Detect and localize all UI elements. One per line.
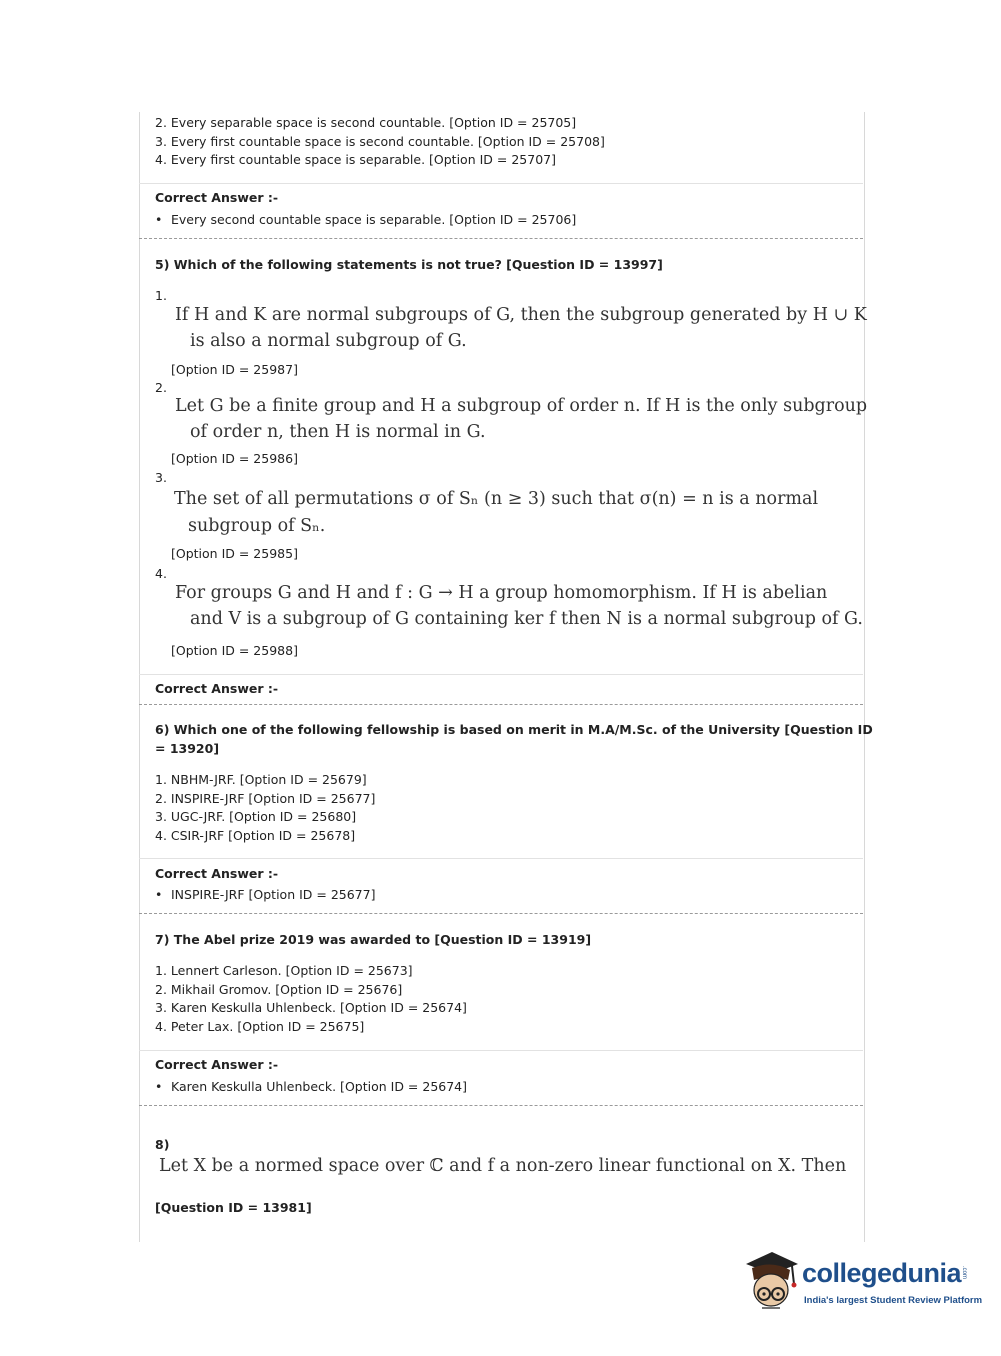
divider — [139, 1050, 863, 1051]
math-option-4-line1: For groups G and H and f : G → H a group homomorphism. If H is abelian — [175, 583, 828, 603]
math-option-1-line1: If H and K are normal subgroups of G, then the subgroup generated by H ∪ K — [175, 305, 867, 325]
question-separator — [139, 913, 863, 914]
question-8-number: 8) — [155, 1137, 170, 1152]
mascot-icon — [742, 1250, 800, 1316]
option: 2. INSPIRE-JRF [Option ID = 25677] — [155, 790, 376, 806]
question-6-title-line1: 6) Which one of the following fellowship is based on merit in M.A/M.Sc. of the University [Question ID — [155, 722, 873, 737]
correct-answer-item: • INSPIRE-JRF [Option ID = 25677] — [155, 886, 375, 905]
option-number: 1. — [155, 288, 167, 303]
question-6-title-line2: = 13920] — [155, 740, 220, 756]
brand-name: collegedunia — [802, 1258, 962, 1288]
correct-answer-label: Correct Answer :- — [155, 190, 279, 205]
question-separator — [139, 1105, 863, 1106]
question-8-text: Let X be a normed space over ℂ and f a non-zero linear functional on X. Then — [159, 1156, 847, 1176]
option: 3. UGC-JRF. [Option ID = 25680] — [155, 809, 357, 825]
option-id: [Option ID = 25985] — [171, 546, 298, 561]
question-6-title — [155, 721, 873, 758]
correct-answer — [155, 211, 576, 230]
math-option-3-line1: The set of all permutations σ of Sₙ (n ≥ 3) such that σ(n) = n is a normal — [174, 489, 819, 509]
option-number: 4. — [155, 566, 167, 581]
collegedunia-logo — [742, 1250, 983, 1320]
correct-answer-label: Correct Answer :- — [155, 1057, 279, 1072]
option: 1. NBHM-JRF. [Option ID = 25679] — [155, 772, 367, 787]
option: 1. Lennert Carleson. [Option ID = 25673] — [155, 963, 413, 978]
divider — [139, 183, 863, 184]
option: 3. Karen Keskulla Uhlenbeck. [Option ID = 25674] — [155, 1000, 467, 1016]
math-option-4-line2: and V is a subgroup of G containing ker f then N is a normal subgroup of G. — [190, 609, 863, 629]
option: 4. CSIR-JRF [Option ID = 25678] — [155, 828, 356, 844]
option: 3. Every first countable space is second countable. [Option ID = 25708] — [155, 133, 605, 149]
option-number: 3. — [155, 470, 167, 485]
correct-answer — [155, 886, 375, 905]
option: 2. Mikhail Gromov. [Option ID = 25676] — [155, 981, 403, 997]
correct-answer — [155, 1078, 467, 1097]
math-option-3-line2: subgroup of Sₙ. — [188, 516, 326, 536]
correct-answer-label: Correct Answer :- — [155, 866, 279, 881]
question-5-title: 5) Which of the following statements is not true? [Question ID = 13997] — [155, 257, 663, 272]
q6-options — [155, 771, 375, 846]
correct-answer-item: • Karen Keskulla Uhlenbeck. [Option ID = 25674] — [155, 1078, 467, 1097]
q7-options — [155, 962, 467, 1037]
divider — [139, 858, 863, 859]
math-option-1-line2: is also a normal subgroup of G. — [190, 331, 467, 351]
option: 2. Every separable space is second countable. [Option ID = 25705] — [155, 115, 577, 130]
option-id: [Option ID = 25988] — [171, 643, 298, 658]
option: 4. Peter Lax. [Option ID = 25675] — [155, 1019, 365, 1035]
question-separator — [139, 238, 863, 239]
divider — [139, 674, 863, 675]
option-id: [Option ID = 25987] — [171, 362, 298, 377]
option-id: [Option ID = 25986] — [171, 451, 298, 466]
question-7-title: 7) The Abel prize 2019 was awarded to [Question ID = 13919] — [155, 932, 592, 947]
brand-tagline: India's largest Student Review Platform — [804, 1295, 983, 1306]
question-separator — [139, 704, 863, 705]
option-number: 2. — [155, 380, 167, 395]
q4-options — [155, 114, 605, 170]
correct-answer-item: • Every second countable space is separable. [Option ID = 25706] — [155, 211, 576, 230]
math-option-2-line2: of order n, then H is normal in G. — [190, 422, 486, 442]
option: 4. Every first countable space is separable. [Option ID = 25707] — [155, 152, 556, 168]
math-option-2-line1: Let G be a finite group and H a subgroup of order n. If H is the only subgroup — [175, 396, 868, 416]
question-8-id: [Question ID = 13981] — [155, 1200, 312, 1215]
correct-answer-label: Correct Answer :- — [155, 681, 279, 696]
brand-domain: .com — [961, 1266, 967, 1280]
